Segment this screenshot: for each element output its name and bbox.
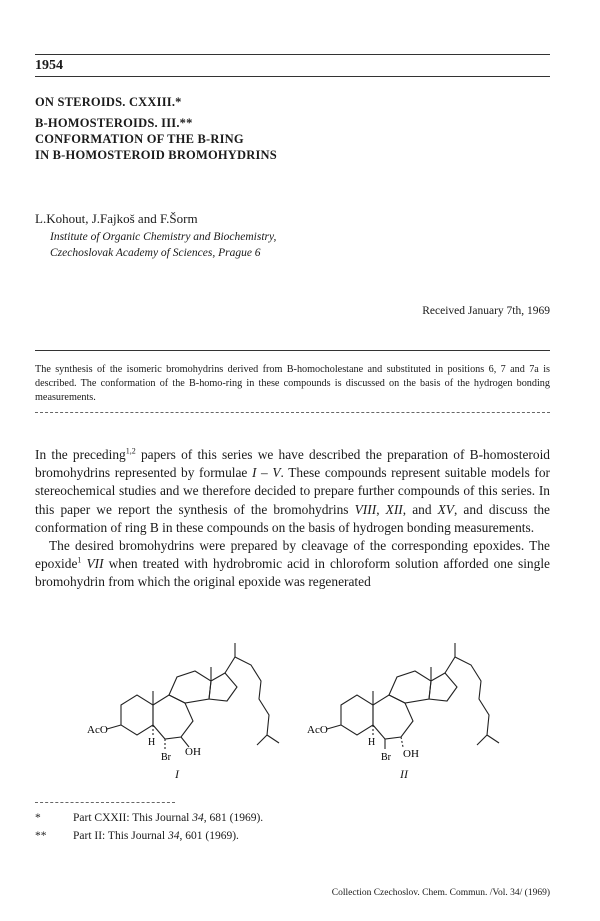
h-label: H [368, 737, 376, 748]
author-list: L.Kohout, J.Fajkoš and F.Šorm [35, 211, 198, 226]
oh-label: OH [403, 748, 419, 760]
structure-I-label: I [175, 767, 179, 781]
formula-reference: XII [385, 501, 403, 517]
body-text-span: papers of this series we have described the preparation of B-homosteroid bromohydrins represented by formulae [35, 447, 550, 481]
paper-title-line1: ON STEROIDS. CXXIII.* [35, 95, 182, 109]
paper-title-line4: IN B-HOMOSTEROID BROMOHYDRINS [35, 148, 277, 162]
body-text-span: when treated with hydrobromic acid in chloroform solution afforded one single bromohydrin from which the original epoxide was regenerated [35, 556, 550, 590]
structure-I [85, 635, 315, 785]
journal-footer: Collection Czechoslov. Chem. Commun. /Vol. 34/ (1969) [331, 888, 550, 898]
paper-title-line2: B-HOMOSTEROIDS. III.** [35, 116, 193, 130]
footnote-text: Part CXXII: This Journal [73, 812, 193, 824]
header-rule [35, 54, 550, 55]
h-label: H [148, 737, 156, 748]
body-text-span: , and discuss the conformation of ring B in these compounds on the basis of hydrogen bonding measurements. [35, 501, 550, 535]
footnote-text: , 601 (1969). [179, 830, 239, 842]
oh-label: OH [185, 746, 201, 758]
body-text-span: The desired bromohydrins were prepared by cleavage of the corresponding epoxides. The epoxide [35, 538, 550, 572]
footnote-2 [35, 830, 239, 842]
paper-title-line3: CONFORMATION OF THE B-RING [35, 132, 244, 146]
affiliation [50, 229, 276, 261]
footnote-text: Part II: This Journal [73, 830, 168, 842]
body-text-span: In the preceding [35, 447, 126, 462]
footnote-text: , 681 (1969). [203, 812, 264, 824]
affiliation-line2: Czechoslovak Academy of Sciences, Prague 6 [50, 247, 261, 259]
footnote-mark: * [35, 812, 41, 824]
formula-reference: XV [437, 501, 454, 517]
received-date: Received January 7th, 1969 [422, 305, 550, 317]
footnote-volume: 34 [192, 812, 204, 824]
aco-label: AcO [307, 724, 328, 736]
body-text [35, 446, 550, 592]
footnote-1 [35, 812, 263, 824]
affiliation-line1: Institute of Organic Chemistry and Biochemistry, [50, 231, 277, 243]
formula-reference: I – V [251, 465, 281, 481]
abstract: The synthesis of the isomeric bromohydrins derived from B-homocholestane and substituted in positions 6, 7 and 7a is described. The conformation of the B-homo-ring in these compounds is discussed on the basis of the hydrogen bonding measurements. [35, 364, 550, 403]
body-text-span: , and [402, 501, 438, 517]
body-text-span: , [376, 501, 386, 517]
formula-reference: VII [86, 556, 104, 572]
page-number: 1954 [35, 58, 63, 73]
abstract-rule-bottom [35, 412, 550, 413]
formula-reference: VIII [354, 501, 377, 517]
steroid-structure-I-drawing [85, 635, 315, 785]
steroid-structure-II-drawing [305, 635, 535, 785]
footnote-volume: 34 [167, 830, 180, 842]
aco-label: AcO [87, 724, 108, 736]
br-label: Br [161, 752, 171, 763]
structure-II-label: II [400, 767, 408, 781]
reference-marker: 1,2 [125, 446, 136, 456]
structure-II [305, 635, 535, 785]
footnote-rule [35, 802, 175, 803]
body-paragraph-1 [35, 446, 550, 537]
body-paragraph-2 [35, 537, 550, 592]
footnote-mark: ** [35, 830, 47, 842]
br-label: Br [381, 752, 391, 763]
abstract-rule-top [35, 350, 550, 351]
header-rule-bottom [35, 76, 550, 77]
reference-marker: 1 [77, 555, 82, 565]
body-text-span: . These compounds represent suitable models for stereochemical studies and we therefore decided to prepare further compounds of this series. In this paper we report the synthesis of the bromohydrins [35, 465, 550, 517]
